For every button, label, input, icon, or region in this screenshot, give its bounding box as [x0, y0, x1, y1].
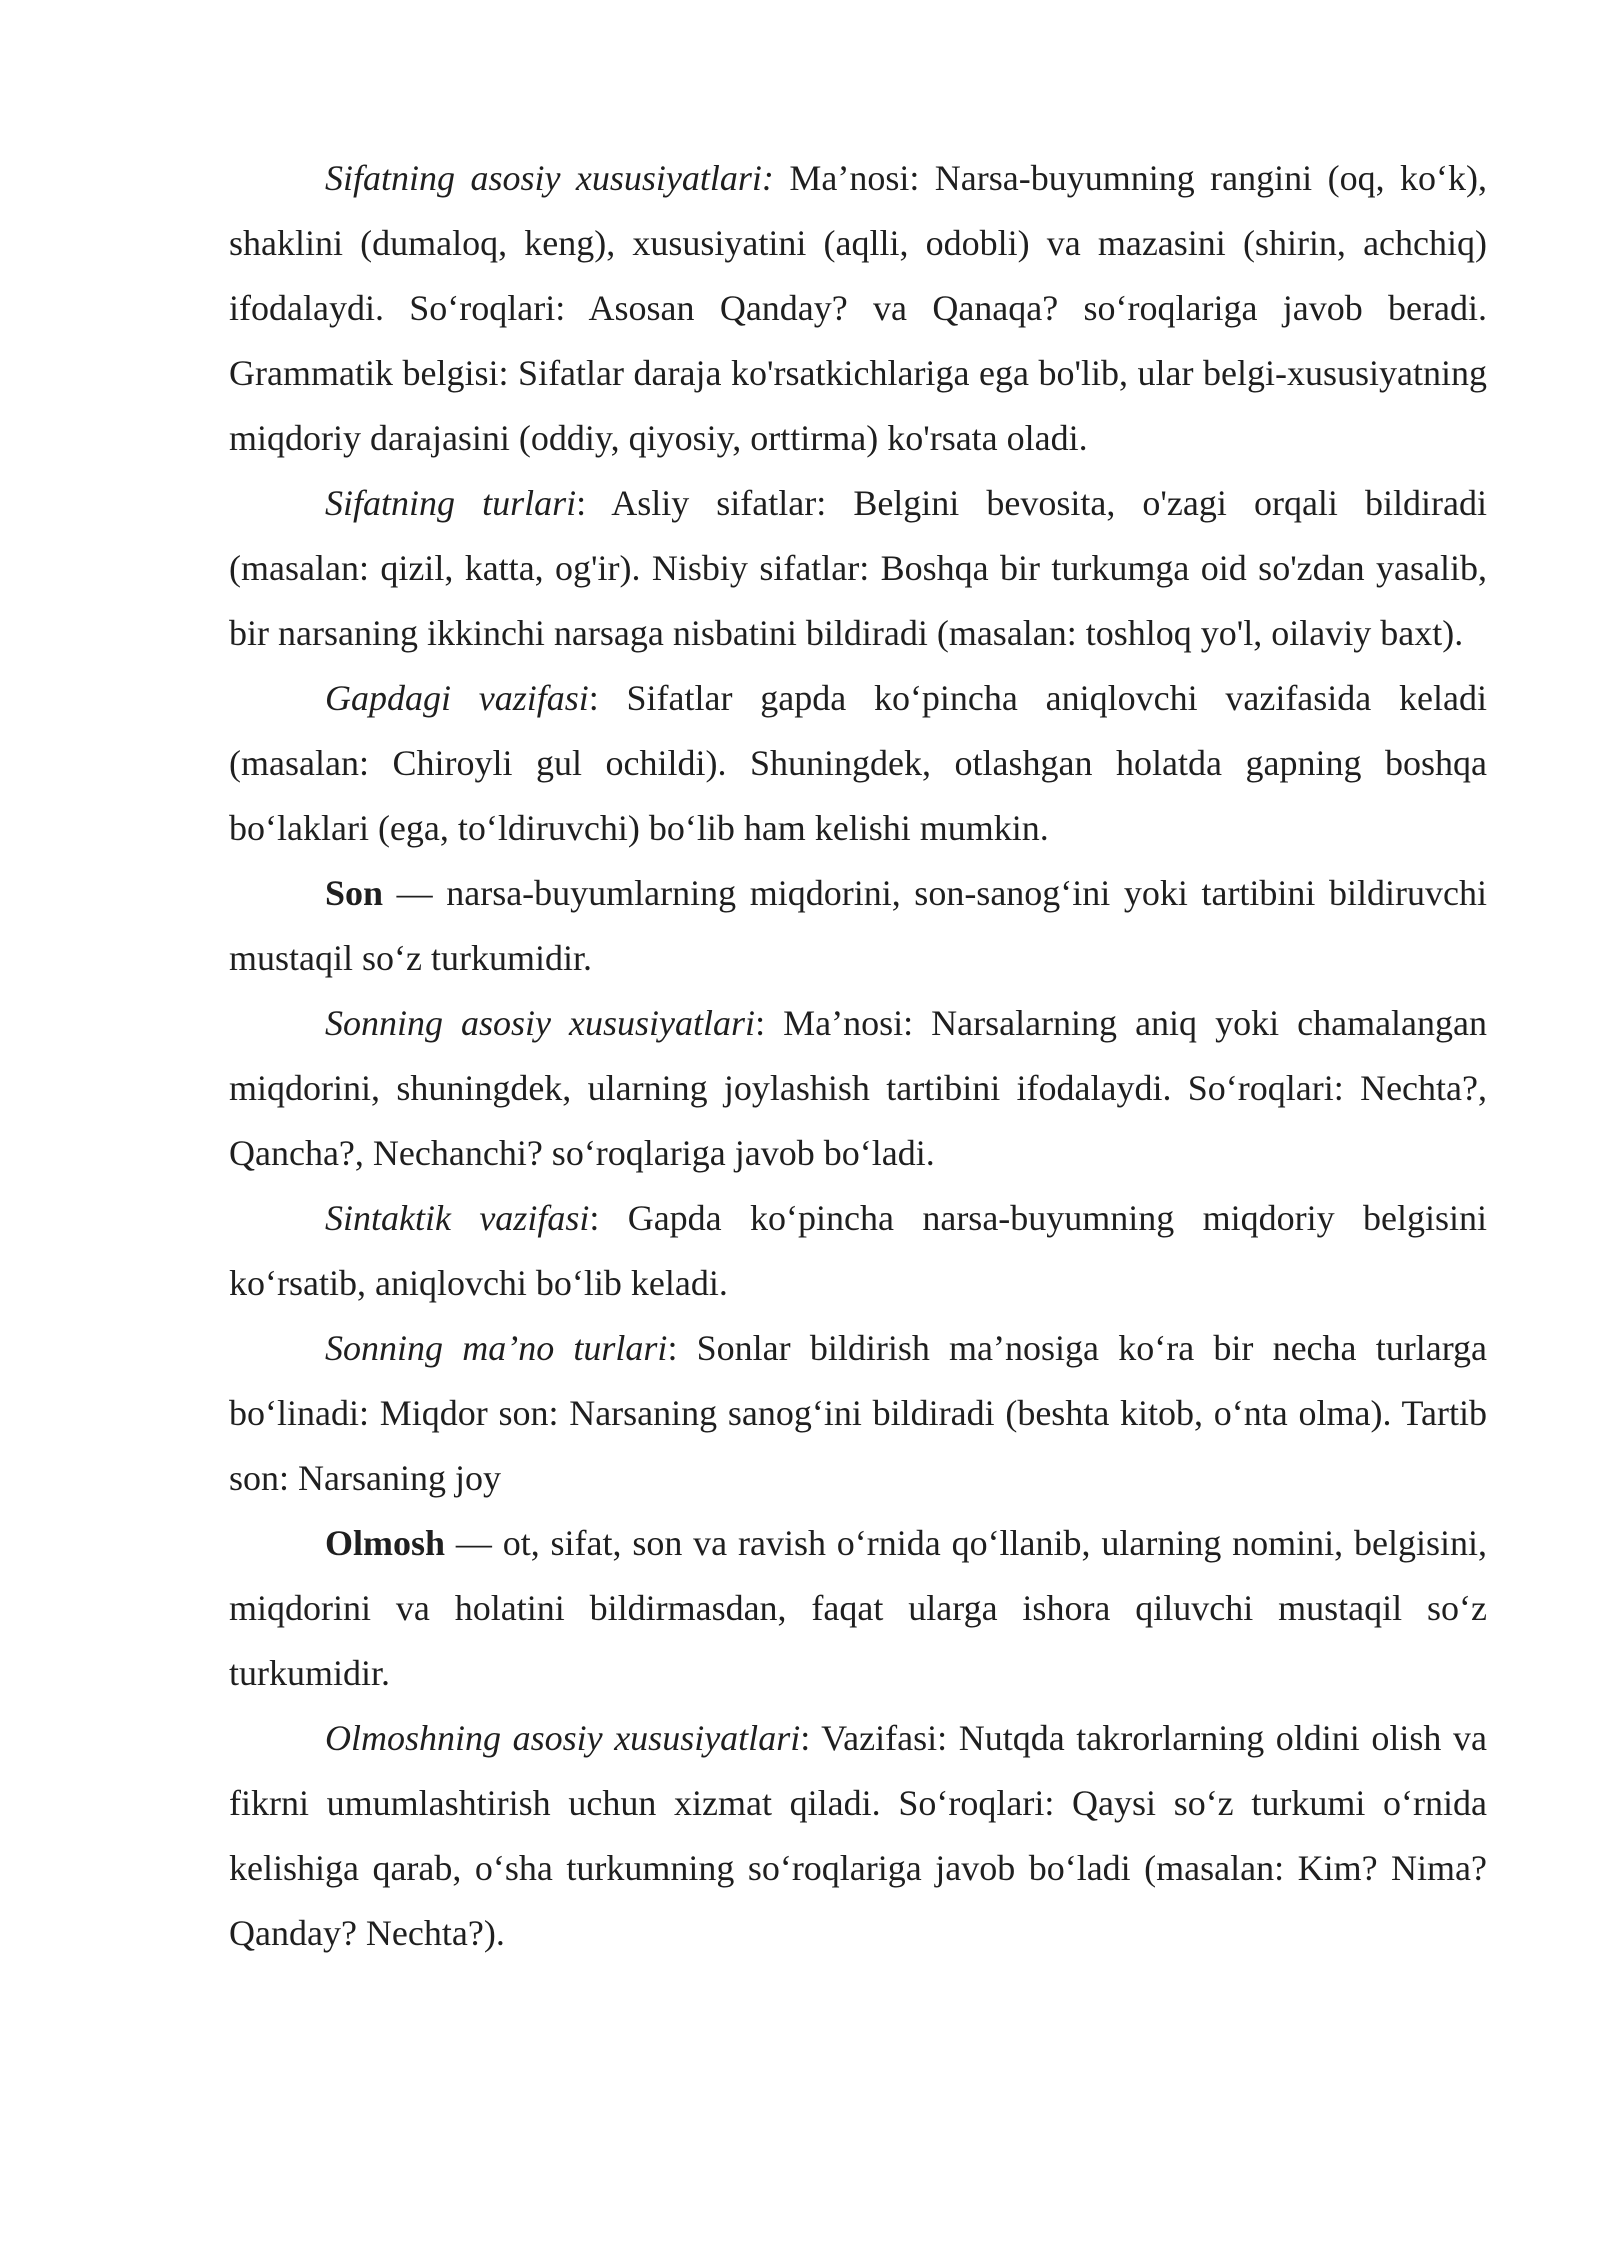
paragraph-body: : Sifatlar gapda ko‘pincha aniqlovchi vazifasida keladi (masalan: Chiroyli gul ochildi). Shuningdek, otlashgan holatda gapning boshqa bo‘laklari (ega, to‘ldiruvchi) bo‘lib ham kelishi mumkin.: [229, 678, 1487, 848]
paragraph-son-mano-turlari: [229, 1316, 1487, 1511]
paragraph-lead: Sifatning asosiy xususiyatlari:: [325, 158, 774, 198]
paragraph-lead: Sonning asosiy xususiyatlari: [325, 1003, 756, 1043]
paragraph-lead: Olmoshning asosiy xususiyatlari: [325, 1718, 801, 1758]
paragraph-body: : Ma’nosi: Narsalarning aniq yoki chamalangan miqdorini, shuningdek, ularning joylashish tartibini ifodalaydi. So‘roqlari: Nechta?, Qancha?, Nechanchi? so‘roqlariga javob bo‘ladi.: [229, 1003, 1488, 1173]
paragraph-olmosh-xususiyatlari: [229, 1706, 1487, 1966]
paragraph-body: : Sonlar bildirish ma’nosiga ko‘ra bir necha turlarga bo‘linadi: Miqdor son: Narsaning sanog‘ini bildiradi (beshta kitob, o‘nta olma). Tartib son: Narsaning joy: [229, 1328, 1488, 1498]
paragraph-body: : Vazifasi: Nutqda takrorlarning oldini olish va fikrni umumlashtirish uchun xizmat qiladi. So‘roqlari: Qaysi so‘z turkumi o‘rnida kelishiga qarab, o‘sha turkumning so‘roqlariga javob bo‘ladi (masalan: Kim? Nima? Qanday? Nechta?).: [229, 1718, 1487, 1953]
paragraph-lead: Sintaktik vazifasi: [325, 1198, 590, 1238]
paragraph-body: Ma’nosi: Narsa-buyumning rangini (oq, ko‘k), shaklini (dumaloq, keng), xususiyatini (aqlli, odobli) va mazasini (shirin, achchiq) ifodalaydi. So‘roqlari: Asosan Qanday? va Qanaqa? so‘roqlariga javob beradi. Grammatik belgisi: Sifatlar daraja ko'rsatkichlariga ega bo'lib, ular belgi-xususiyatning miqdoriy darajasini (oddiy, qiyosiy, orttirma) ko'rsata oladi.: [229, 158, 1487, 458]
paragraph-body: — ot, sifat, son va ravish o‘rnida qo‘llanib, ularning nomini, belgisini, miqdorini va holatini bildirmasdan, faqat ularga ishora qiluvchi mustaqil so‘z turkumidir.: [229, 1523, 1487, 1693]
paragraph-olmosh-definition: [229, 1511, 1487, 1706]
paragraph-sintaktik-vazifasi: [229, 1186, 1487, 1316]
paragraph-son-definition: [229, 861, 1487, 991]
paragraph-body: : Gapda ko‘pincha narsa-buyumning miqdoriy belgisini ko‘rsatib, aniqlovchi bo‘lib keladi.: [229, 1198, 1488, 1303]
paragraph-lead: Gapdagi vazifasi: [325, 678, 589, 718]
paragraph-body: : Asliy sifatlar: Belgini bevosita, o'zagi orqali bildiradi (masalan: qizil, katta, og'ir). Nisbiy sifatlar: Boshqa bir turkumga oid so'zdan yasalib, bir narsaning ikkinchi narsaga nisbatini bildiradi (masalan: toshloq yo'l, oilaviy baxt).: [229, 483, 1487, 653]
paragraph-gapdagi-vazifasi: [229, 666, 1487, 861]
paragraph-body: — narsa-buyumlarning miqdorini, son-sanog‘ini yoki tartibini bildiruvchi mustaqil so‘z turkumidir.: [229, 873, 1487, 978]
paragraph-lead: Sifatning turlari: [325, 483, 577, 523]
paragraph-sifat-turlari: [229, 471, 1487, 666]
paragraph-sifat-xususiyatlari: [229, 146, 1487, 471]
paragraph-son-xususiyatlari: [229, 991, 1487, 1186]
paragraph-lead: Son: [325, 873, 384, 913]
paragraph-lead: Sonning ma’no turlari: [325, 1328, 668, 1368]
paragraph-lead: Olmosh: [325, 1523, 446, 1563]
document-page: [229, 146, 1487, 1966]
